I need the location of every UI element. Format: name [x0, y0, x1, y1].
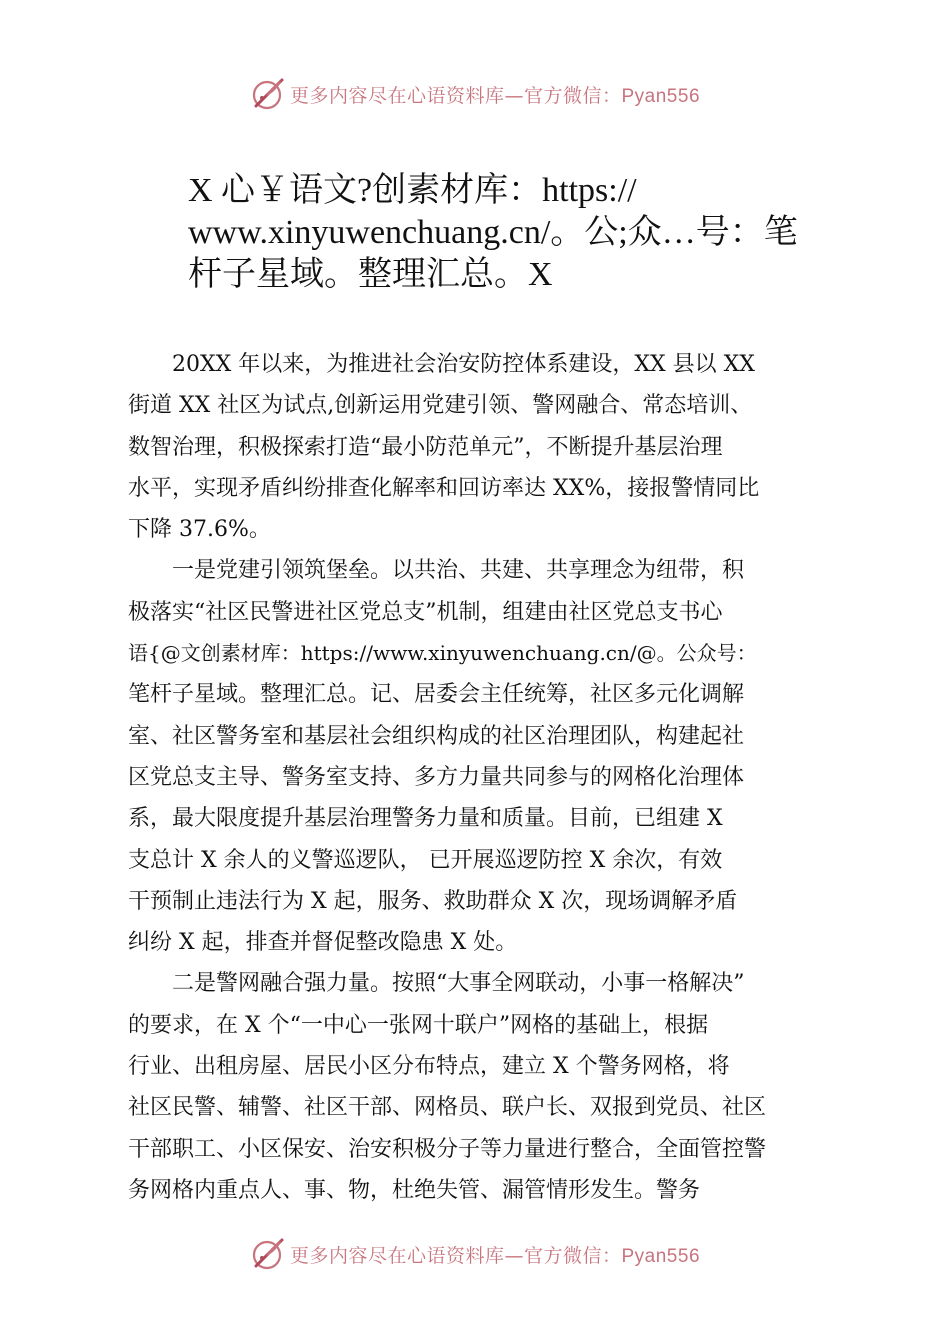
text-line: 的要求，在 X 个“一中心一张网十联户”网格的基础上，根据	[128, 1012, 709, 1038]
text-line: 干预制止违法行为 X 起，服务、救助群众 X 次，现场调解矛盾	[128, 888, 738, 914]
text-line: 干部职工、小区保安、治安积极分子等力量进行整合，全面管控警	[128, 1136, 767, 1162]
paragraph-police-grid	[128, 963, 842, 1211]
text-line: 20XX 年以来，为推进社会治安防控体系建设，XX 县以 XX	[172, 352, 755, 377]
quill-logo-icon	[250, 76, 286, 112]
text-line: 语{@文创素材库：https://www.xinyuwenchuang.cn/@。公众号：	[128, 641, 757, 666]
watermark-banner-bottom	[0, 1234, 950, 1274]
text-line: 笔杆子星域。整理汇总。记、居委会主任统筹，社区多元化调解	[128, 682, 745, 708]
text-line: 行业、出租房屋、居民小区分布特点，建立 X 个警务网格，将	[128, 1054, 730, 1080]
document-title	[188, 170, 838, 296]
text-line: 二是警网融合强力量。按照“大事全网联动，小事一格解决”	[172, 971, 745, 997]
watermark-banner-top	[0, 74, 950, 114]
document-body	[128, 344, 842, 1211]
text-line: 室、社区警务室和基层社会组织构成的社区治理团队，构建起社	[128, 723, 745, 749]
text-line: 区党总支主导、警务室支持、多方力量共同参与的网格化治理体	[128, 764, 745, 790]
text-line: 纠纷 X 起，排查并督促整改隐患 X 处。	[128, 930, 518, 956]
paragraph-intro	[128, 344, 842, 550]
watermark-text-bottom: 更多内容尽在心语资料库—官方微信：Pyan556	[289, 1244, 701, 1267]
text-line: 水平，实现矛盾纠纷排查化解率和回访率达 XX%，接报警情同比	[128, 475, 760, 501]
watermark-text-top: 更多内容尽在心语资料库—官方微信：Pyan556	[289, 84, 701, 107]
text-line: 系，最大限度提升基层治理警务力量和质量。目前，已组建 X	[128, 806, 723, 832]
text-line: 下降 37.6%。	[128, 517, 271, 543]
text-line: 社区民警、辅警、社区干部、网格员、联户长、双报到党员、社区	[128, 1095, 767, 1121]
text-line: 务网格内重点人、事、物，杜绝失管、漏管情形发生。警务	[128, 1177, 701, 1203]
title-line: www.xinyuwenchuang.cn/。公;众…号：笔	[188, 214, 798, 251]
text-line: 支总计 X 余人的义警巡逻队， 已开展巡逻防控 X 余次，有效	[128, 847, 723, 873]
quill-logo-icon	[250, 1236, 286, 1272]
text-line: 数智治理，积极探索打造“最小防范单元”，不断提升基层治理	[128, 434, 723, 460]
title-line: 杆子星域。整理汇总。X	[188, 256, 553, 293]
text-line: 一是党建引领筑堡垒。以共治、共建、共享理念为纽带，积	[172, 558, 745, 584]
paragraph-party-building	[128, 550, 842, 963]
text-line: 极落实“社区民警进社区党总支”机制，组建由社区党总支书心	[128, 599, 723, 625]
title-line: X 心￥语文?创素材库：https://	[188, 172, 637, 209]
text-line: 街道 XX 社区为试点,创新运用党建引领、警网融合、常态培训、	[128, 393, 753, 419]
